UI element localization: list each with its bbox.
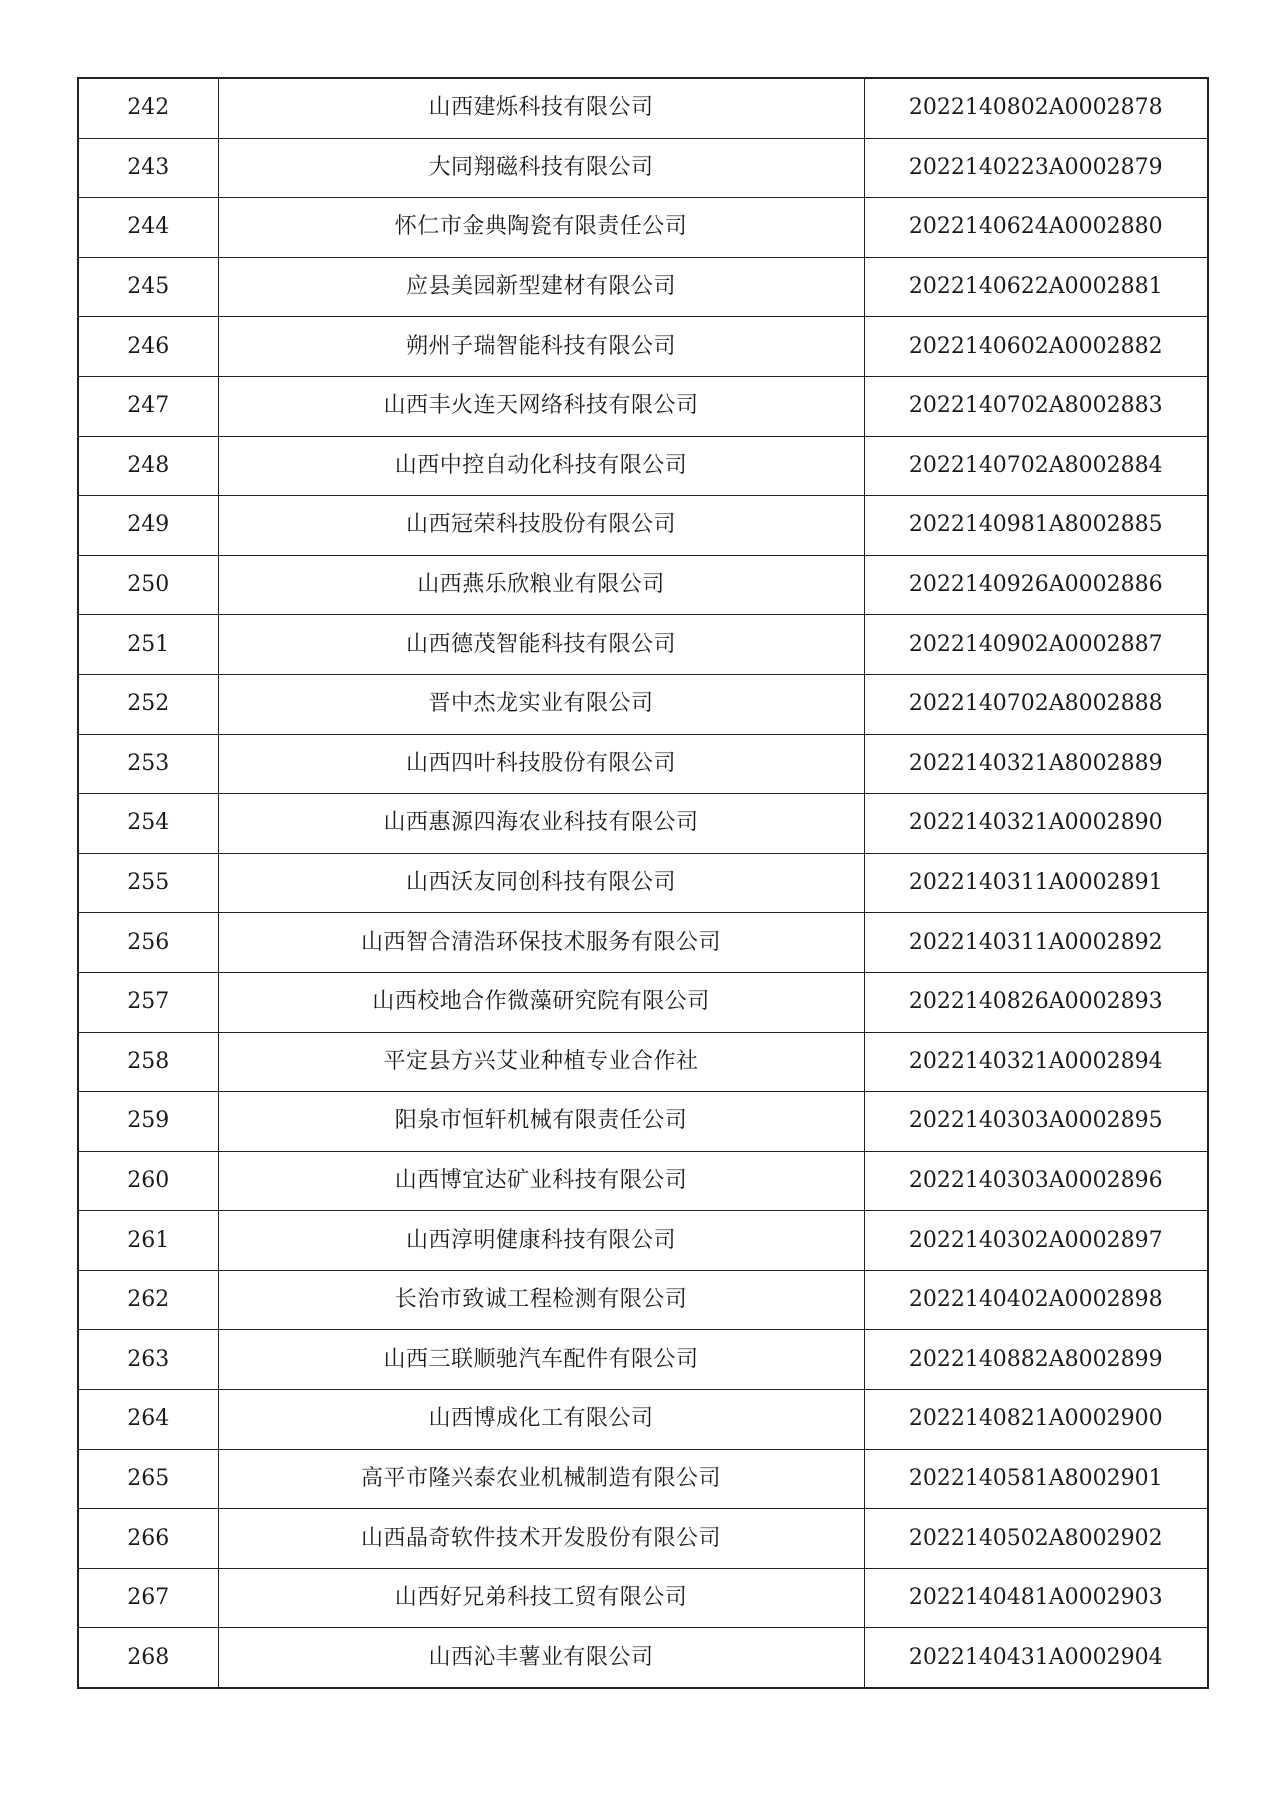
registration-code-cell: 2022140223A0002879 <box>864 138 1208 198</box>
registration-code-cell: 2022140821A0002900 <box>864 1390 1208 1450</box>
company-name-cell: 山西四叶科技股份有限公司 <box>218 734 864 794</box>
table-row <box>78 436 1208 496</box>
table-row <box>78 555 1208 615</box>
row-index-cell: 255 <box>78 853 218 913</box>
company-name-cell: 山西智合清浩环保技术服务有限公司 <box>218 913 864 973</box>
row-index-cell: 251 <box>78 615 218 675</box>
row-index-cell: 243 <box>78 138 218 198</box>
table-row <box>78 794 1208 854</box>
registration-code-cell: 2022140321A0002890 <box>864 794 1208 854</box>
row-index-cell: 262 <box>78 1270 218 1330</box>
registration-code-cell: 2022140303A0002895 <box>864 1092 1208 1152</box>
registration-code-cell: 2022140602A0002882 <box>864 317 1208 377</box>
table-row <box>78 1449 1208 1509</box>
table-row <box>78 376 1208 436</box>
table-row <box>78 138 1208 198</box>
registration-code-cell: 2022140702A8002888 <box>864 674 1208 734</box>
company-name-cell: 山西燕乐欣粮业有限公司 <box>218 555 864 615</box>
company-name-cell: 晋中杰龙实业有限公司 <box>218 674 864 734</box>
registration-code-cell: 2022140481A0002903 <box>864 1568 1208 1628</box>
registration-code-cell: 2022140802A0002878 <box>864 78 1208 138</box>
row-index-cell: 261 <box>78 1211 218 1271</box>
table-row <box>78 1151 1208 1211</box>
table-row <box>78 1211 1208 1271</box>
registration-code-cell: 2022140981A8002885 <box>864 496 1208 556</box>
registration-code-cell: 2022140702A8002884 <box>864 436 1208 496</box>
registration-code-cell: 2022140624A0002880 <box>864 198 1208 258</box>
row-index-cell: 266 <box>78 1509 218 1569</box>
table-row <box>78 1270 1208 1330</box>
company-name-cell: 山西沃友同创科技有限公司 <box>218 853 864 913</box>
table-row <box>78 1032 1208 1092</box>
table-row <box>78 1509 1208 1569</box>
company-name-cell: 应县美园新型建材有限公司 <box>218 257 864 317</box>
row-index-cell: 249 <box>78 496 218 556</box>
table-row <box>78 913 1208 973</box>
company-name-cell: 山西博成化工有限公司 <box>218 1390 864 1450</box>
row-index-cell: 263 <box>78 1330 218 1390</box>
company-name-cell: 山西博宜达矿业科技有限公司 <box>218 1151 864 1211</box>
registration-code-cell: 2022140311A0002891 <box>864 853 1208 913</box>
registration-code-cell: 2022140321A8002889 <box>864 734 1208 794</box>
table-row <box>78 674 1208 734</box>
registration-code-cell: 2022140926A0002886 <box>864 555 1208 615</box>
company-name-cell: 高平市隆兴泰农业机械制造有限公司 <box>218 1449 864 1509</box>
row-index-cell: 268 <box>78 1628 218 1688</box>
company-name-cell: 长治市致诚工程检测有限公司 <box>218 1270 864 1330</box>
row-index-cell: 260 <box>78 1151 218 1211</box>
company-name-cell: 大同翔磁科技有限公司 <box>218 138 864 198</box>
row-index-cell: 253 <box>78 734 218 794</box>
registration-code-cell: 2022140502A8002902 <box>864 1509 1208 1569</box>
company-name-cell: 山西校地合作微藻研究院有限公司 <box>218 972 864 1032</box>
row-index-cell: 247 <box>78 376 218 436</box>
row-index-cell: 246 <box>78 317 218 377</box>
table-row <box>78 78 1208 138</box>
registration-code-cell: 2022140431A0002904 <box>864 1628 1208 1688</box>
table-row <box>78 317 1208 377</box>
company-name-cell: 平定县方兴艾业种植专业合作社 <box>218 1032 864 1092</box>
registration-code-cell: 2022140702A8002883 <box>864 376 1208 436</box>
registration-code-cell: 2022140902A0002887 <box>864 615 1208 675</box>
registration-code-cell: 2022140402A0002898 <box>864 1270 1208 1330</box>
company-name-cell: 山西德茂智能科技有限公司 <box>218 615 864 675</box>
company-name-cell: 山西丰火连天网络科技有限公司 <box>218 376 864 436</box>
company-name-cell: 山西冠荣科技股份有限公司 <box>218 496 864 556</box>
row-index-cell: 250 <box>78 555 218 615</box>
company-name-cell: 山西晶奇软件技术开发股份有限公司 <box>218 1509 864 1569</box>
company-name-cell: 朔州子瑞智能科技有限公司 <box>218 317 864 377</box>
row-index-cell: 245 <box>78 257 218 317</box>
registration-code-cell: 2022140581A8002901 <box>864 1449 1208 1509</box>
company-name-cell: 山西三联顺驰汽车配件有限公司 <box>218 1330 864 1390</box>
registry-table-body <box>78 78 1208 1688</box>
company-name-cell: 山西淳明健康科技有限公司 <box>218 1211 864 1271</box>
table-row <box>78 1330 1208 1390</box>
table-row <box>78 853 1208 913</box>
table-row <box>78 1568 1208 1628</box>
company-name-cell: 山西中控自动化科技有限公司 <box>218 436 864 496</box>
row-index-cell: 252 <box>78 674 218 734</box>
table-row <box>78 972 1208 1032</box>
company-name-cell: 山西惠源四海农业科技有限公司 <box>218 794 864 854</box>
table-row <box>78 734 1208 794</box>
row-index-cell: 248 <box>78 436 218 496</box>
table-row <box>78 198 1208 258</box>
enterprise-registry-table <box>77 77 1209 1689</box>
table-row <box>78 1092 1208 1152</box>
row-index-cell: 264 <box>78 1390 218 1450</box>
company-name-cell: 怀仁市金典陶瓷有限责任公司 <box>218 198 864 258</box>
row-index-cell: 256 <box>78 913 218 973</box>
row-index-cell: 257 <box>78 972 218 1032</box>
row-index-cell: 258 <box>78 1032 218 1092</box>
table-row <box>78 496 1208 556</box>
company-name-cell: 山西建烁科技有限公司 <box>218 78 864 138</box>
company-name-cell: 阳泉市恒轩机械有限责任公司 <box>218 1092 864 1152</box>
table-row <box>78 1628 1208 1688</box>
registration-code-cell: 2022140882A8002899 <box>864 1330 1208 1390</box>
row-index-cell: 259 <box>78 1092 218 1152</box>
row-index-cell: 254 <box>78 794 218 854</box>
registration-code-cell: 2022140303A0002896 <box>864 1151 1208 1211</box>
row-index-cell: 244 <box>78 198 218 258</box>
registration-code-cell: 2022140622A0002881 <box>864 257 1208 317</box>
registration-code-cell: 2022140302A0002897 <box>864 1211 1208 1271</box>
table-row <box>78 257 1208 317</box>
row-index-cell: 242 <box>78 78 218 138</box>
company-name-cell: 山西好兄弟科技工贸有限公司 <box>218 1568 864 1628</box>
registration-code-cell: 2022140826A0002893 <box>864 972 1208 1032</box>
row-index-cell: 267 <box>78 1568 218 1628</box>
registration-code-cell: 2022140321A0002894 <box>864 1032 1208 1092</box>
company-name-cell: 山西沁丰薯业有限公司 <box>218 1628 864 1688</box>
row-index-cell: 265 <box>78 1449 218 1509</box>
table-row <box>78 1390 1208 1450</box>
registration-code-cell: 2022140311A0002892 <box>864 913 1208 973</box>
table-row <box>78 615 1208 675</box>
